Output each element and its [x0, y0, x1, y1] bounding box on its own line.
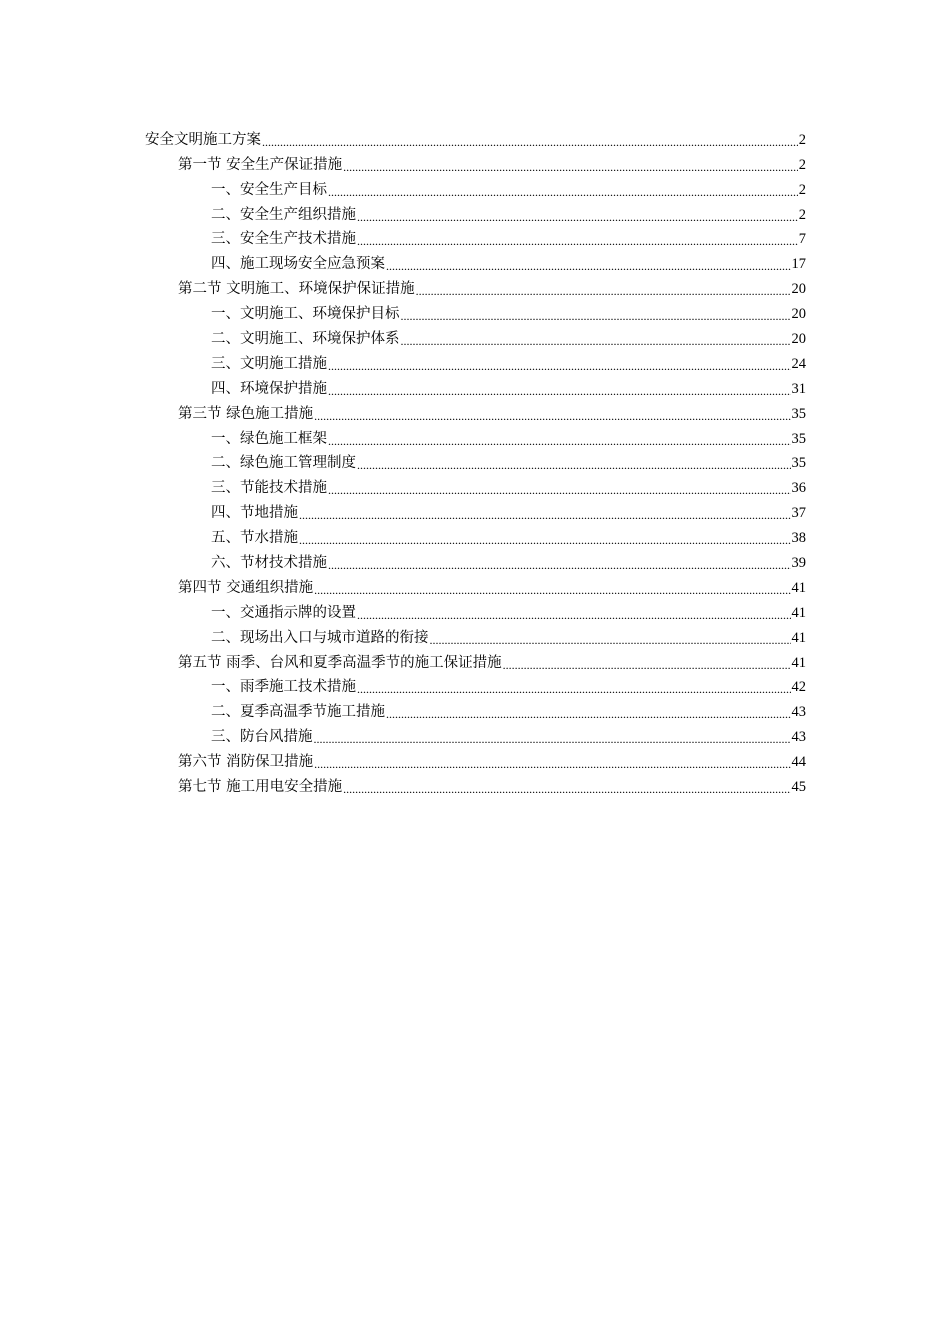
- toc-entry[interactable]: [145, 647, 806, 672]
- toc-entry-title: 节能技术措施: [240, 480, 327, 497]
- toc-entry-number: 三、: [211, 355, 240, 372]
- toc-entry[interactable]: [145, 323, 806, 348]
- toc-entry-number: 六、: [211, 555, 240, 572]
- toc-entry[interactable]: [145, 174, 806, 199]
- toc-entry-page-number: 41: [791, 629, 806, 646]
- toc-entry-page-number: 24: [791, 355, 806, 372]
- toc-dot-leader: [314, 409, 790, 423]
- toc-dot-leader: [299, 508, 791, 522]
- toc-entry-title: 雨季施工技术措施: [240, 679, 356, 696]
- toc-entry-page-number: 20: [791, 306, 806, 323]
- toc-entry-title: 防台风措施: [240, 729, 313, 746]
- toc-entry-page-number: 2: [798, 131, 806, 148]
- toc-entry-page-number: 41: [791, 579, 806, 596]
- toc-entry-number: 五、: [211, 530, 240, 547]
- toc-entry-number: 一、: [211, 306, 240, 323]
- toc-entry-title: 第七节 施工用电安全措施: [178, 779, 343, 796]
- toc-dot-leader: [328, 483, 791, 497]
- toc-entry-number: 一、: [211, 679, 240, 696]
- toc-entry[interactable]: [145, 124, 806, 149]
- toc-entry-number: 三、: [211, 231, 240, 248]
- toc-dot-leader: [328, 384, 791, 398]
- toc-dot-leader: [343, 782, 790, 796]
- toc-entry[interactable]: [145, 448, 806, 473]
- toc-entry[interactable]: [145, 746, 806, 771]
- toc-entry[interactable]: [145, 373, 806, 398]
- toc-entry[interactable]: [145, 472, 806, 497]
- toc-entry-title: 文明施工、环境保护目标: [240, 306, 400, 323]
- toc-entry-page-number: 2: [798, 206, 806, 223]
- toc-dot-leader: [386, 259, 791, 273]
- toc-entry[interactable]: [145, 224, 806, 249]
- toc-entry-page-number: 7: [798, 231, 806, 248]
- toc-entry-number: 二、: [211, 331, 240, 348]
- toc-entry-page-number: 45: [791, 779, 806, 796]
- toc-entry-number: 三、: [211, 729, 240, 746]
- toc-entry[interactable]: [145, 497, 806, 522]
- toc-entry-number: 四、: [211, 256, 240, 273]
- toc-entry-title: 文明施工措施: [240, 355, 327, 372]
- toc-entry[interactable]: [145, 298, 806, 323]
- toc-dot-leader: [401, 334, 791, 348]
- toc-entry-number: 二、: [211, 629, 240, 646]
- toc-entry-number: 二、: [211, 704, 240, 721]
- toc-entry[interactable]: [145, 622, 806, 647]
- toc-entry-page-number: 43: [791, 729, 806, 746]
- toc-entry-page-number: 36: [791, 480, 806, 497]
- toc-dot-leader: [430, 633, 791, 647]
- toc-entry[interactable]: [145, 672, 806, 697]
- toc-entry-title: 绿色施工框架: [240, 430, 327, 447]
- toc-entry-title: 夏季高温季节施工措施: [240, 704, 385, 721]
- toc-entry-title: 环境保护措施: [240, 380, 327, 397]
- toc-entry-page-number: 42: [791, 679, 806, 696]
- toc-entry-title: 第三节 绿色施工措施: [178, 405, 314, 422]
- toc-entry-page-number: 20: [791, 331, 806, 348]
- toc-dot-leader: [503, 658, 791, 672]
- toc-entry-title: 安全文明施工方案: [145, 131, 261, 148]
- toc-dot-leader: [314, 732, 791, 746]
- toc-entry-title: 绿色施工管理制度: [240, 455, 356, 472]
- toc-dot-leader: [314, 583, 790, 597]
- toc-entry-page-number: 35: [791, 430, 806, 447]
- toc-entry-page-number: 17: [791, 256, 806, 273]
- toc-dot-leader: [328, 185, 798, 199]
- toc-entry-page-number: 37: [791, 505, 806, 522]
- toc-entry[interactable]: [145, 248, 806, 273]
- toc-entry-title: 第二节 文明施工、环境保护保证措施: [178, 281, 415, 298]
- toc-entry-title: 第五节 雨季、台风和夏季高温季节的施工保证措施: [178, 654, 502, 671]
- toc-dot-leader: [262, 135, 798, 149]
- toc-entry[interactable]: [145, 273, 806, 298]
- toc-entry-page-number: 2: [798, 156, 806, 173]
- toc-entry[interactable]: [145, 398, 806, 423]
- toc-entry[interactable]: [145, 696, 806, 721]
- toc-entry-title: 第一节 安全生产保证措施: [178, 156, 343, 173]
- toc-entry-title: 第四节 交通组织措施: [178, 579, 314, 596]
- toc-entry-number: 二、: [211, 455, 240, 472]
- toc-entry-title: 施工现场安全应急预案: [240, 256, 385, 273]
- toc-entry-title: 文明施工、环境保护体系: [240, 331, 400, 348]
- toc-entry-number: 三、: [211, 480, 240, 497]
- toc-dot-leader: [314, 757, 790, 771]
- toc-entry-title: 交通指示牌的设置: [240, 604, 356, 621]
- toc-dot-leader: [328, 359, 791, 373]
- toc-dot-leader: [416, 284, 791, 298]
- toc-entry-title: 安全生产目标: [240, 181, 327, 198]
- toc-entry-number: 一、: [211, 430, 240, 447]
- toc-entry[interactable]: [145, 199, 806, 224]
- toc-dot-leader: [328, 558, 791, 572]
- toc-entry-page-number: 41: [791, 604, 806, 621]
- toc-dot-leader: [343, 160, 798, 174]
- toc-entry-number: 四、: [211, 505, 240, 522]
- toc-dot-leader: [328, 434, 791, 448]
- toc-entry-page-number: 44: [791, 754, 806, 771]
- toc-entry[interactable]: [145, 771, 806, 796]
- toc-entry[interactable]: [145, 348, 806, 373]
- toc-dot-leader: [357, 682, 791, 696]
- toc-entry-page-number: 43: [791, 704, 806, 721]
- toc-entry-page-number: 35: [791, 455, 806, 472]
- toc-dot-leader: [357, 234, 798, 248]
- toc-entry[interactable]: [145, 423, 806, 448]
- toc-entry-page-number: 31: [791, 380, 806, 397]
- toc-entry-page-number: 2: [798, 181, 806, 198]
- table-of-contents: [145, 124, 806, 796]
- toc-dot-leader: [299, 533, 791, 547]
- toc-entry-number: 四、: [211, 380, 240, 397]
- toc-entry-title: 现场出入口与城市道路的衔接: [240, 629, 429, 646]
- toc-dot-leader: [357, 608, 791, 622]
- toc-entry-page-number: 41: [791, 654, 806, 671]
- toc-entry-title: 节地措施: [240, 505, 298, 522]
- toc-entry-title: 安全生产技术措施: [240, 231, 356, 248]
- toc-entry[interactable]: [145, 149, 806, 174]
- toc-dot-leader: [401, 309, 791, 323]
- toc-entry-title: 安全生产组织措施: [240, 206, 356, 223]
- toc-entry-page-number: 38: [791, 530, 806, 547]
- toc-entry-number: 一、: [211, 604, 240, 621]
- toc-entry-page-number: 20: [791, 281, 806, 298]
- toc-entry[interactable]: [145, 597, 806, 622]
- toc-entry-number: 一、: [211, 181, 240, 198]
- toc-entry[interactable]: [145, 572, 806, 597]
- toc-entry-page-number: 39: [791, 555, 806, 572]
- toc-entry-page-number: 35: [791, 405, 806, 422]
- toc-entry[interactable]: [145, 522, 806, 547]
- toc-dot-leader: [386, 707, 791, 721]
- toc-entry-title: 节材技术措施: [240, 555, 327, 572]
- toc-entry[interactable]: [145, 721, 806, 746]
- toc-entry[interactable]: [145, 547, 806, 572]
- toc-entry-number: 二、: [211, 206, 240, 223]
- toc-dot-leader: [357, 458, 791, 472]
- toc-dot-leader: [357, 210, 798, 224]
- toc-entry-title: 第六节 消防保卫措施: [178, 754, 314, 771]
- toc-entry-title: 节水措施: [240, 530, 298, 547]
